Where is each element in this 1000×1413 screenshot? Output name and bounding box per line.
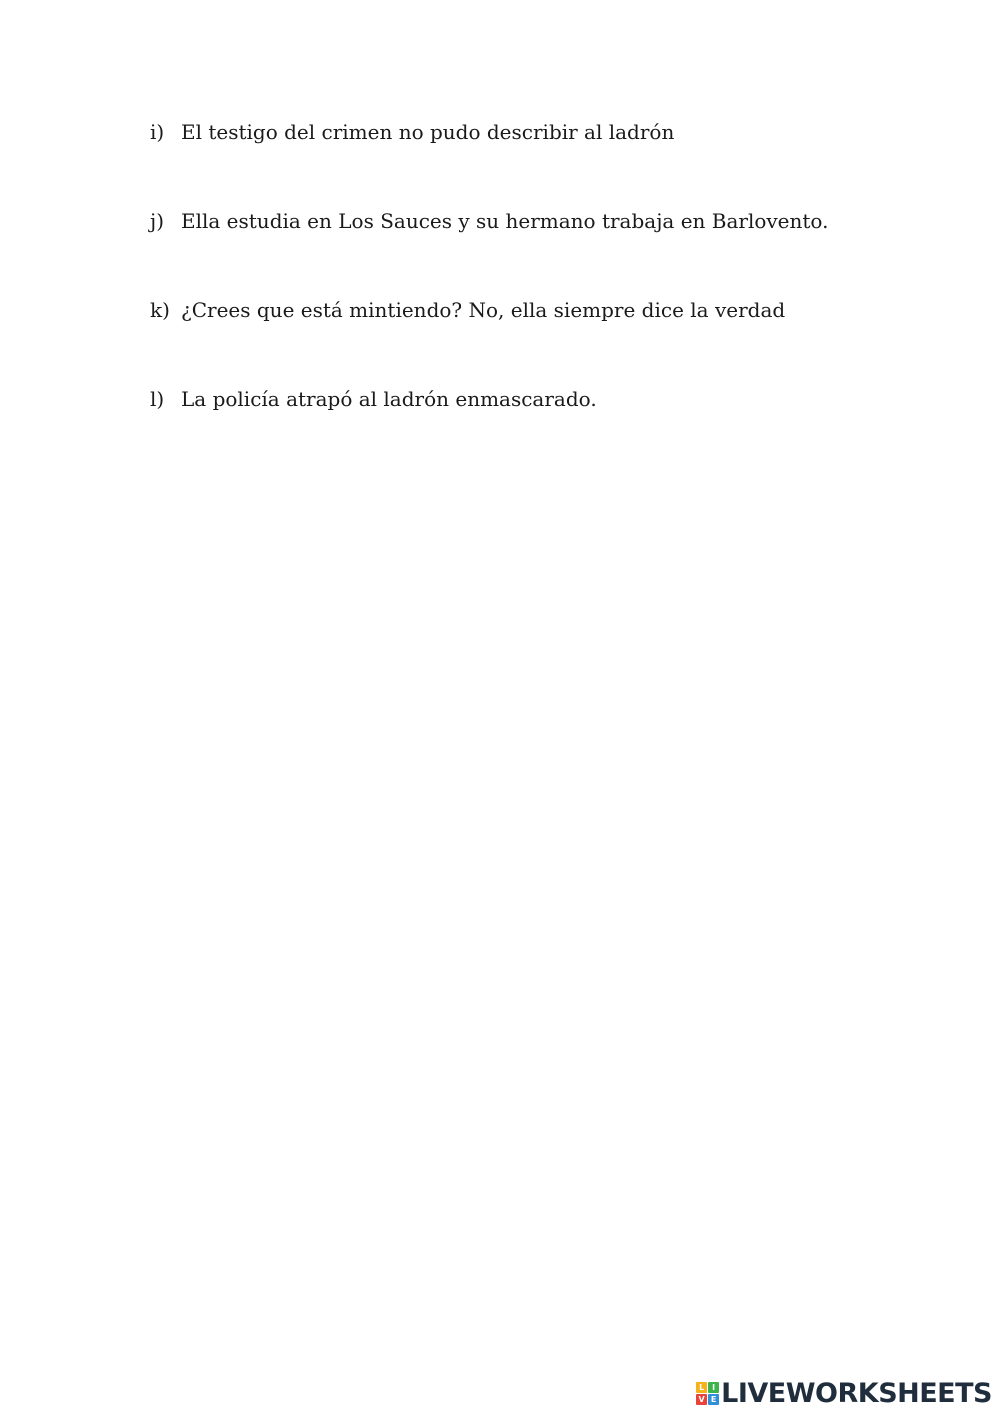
item-letter: i) xyxy=(150,120,165,144)
logo-wordmark: LIVEWORKSHEETS xyxy=(721,1377,992,1409)
item-text: ¿Crees que está mintiendo? No, ella siempre dice la verdad xyxy=(181,298,786,322)
worksheet-item-l xyxy=(150,389,597,409)
item-letter: l) xyxy=(150,387,165,411)
worksheet-item-i xyxy=(150,122,674,142)
item-letter: k) xyxy=(150,298,170,322)
item-text: Ella estudia en Los Sauces y su hermano trabaja en Barlovento. xyxy=(181,209,829,233)
worksheet-item-j xyxy=(150,211,828,231)
logo-mark-letter-v: V xyxy=(696,1394,707,1405)
logo-mark-letter-e: E xyxy=(708,1394,719,1405)
logo-mark-letter-i: I xyxy=(708,1382,719,1393)
logo-mark-letter-l: L xyxy=(696,1382,707,1393)
logo-mark-icon xyxy=(696,1382,719,1405)
liveworksheets-logo xyxy=(696,1377,992,1409)
item-text: El testigo del crimen no pudo describir al ladrón xyxy=(181,120,675,144)
item-letter: j) xyxy=(150,209,165,233)
item-text: La policía atrapó al ladrón enmascarado. xyxy=(181,387,597,411)
worksheet-item-k xyxy=(150,300,785,320)
